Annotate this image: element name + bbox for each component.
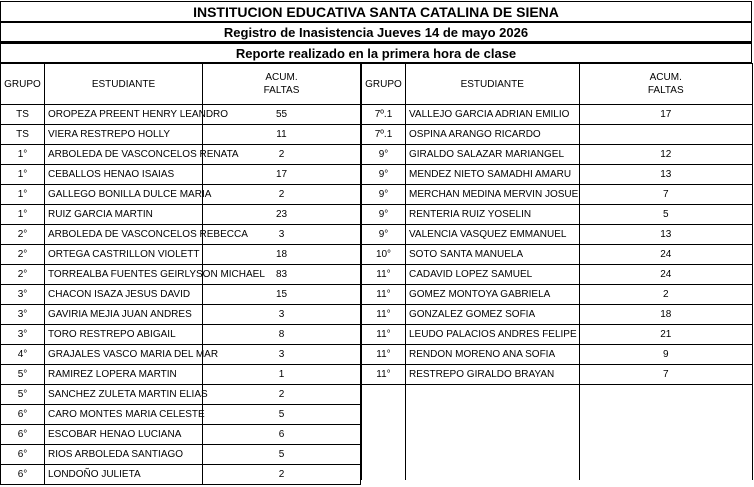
grupo-cell [362,423,406,442]
grupo-cell: 9° [362,205,406,225]
table-row [1,165,361,185]
grupo-cell: 11° [362,325,406,345]
faltas-cell: 7 [579,365,753,385]
estudiante-cell [406,442,580,461]
table-row [362,205,753,225]
grupo-cell: 1° [1,145,45,165]
acum-label: ACUM. [649,72,682,83]
faltas-label: FALTAS [647,85,684,96]
faltas-label: FALTAS [263,85,300,96]
estudiante-cell: VIERA RESTREPO HOLLY [45,125,203,145]
faltas-cell: 2 [203,185,361,205]
institution-title: INSTITUCION EDUCATIVA SANTA CATALINA DE SIENA [0,1,752,22]
grupo-cell [362,404,406,423]
table-header-row [362,64,753,105]
estudiante-cell: VALENCIA VASQUEZ EMMANUEL [406,225,580,245]
table-row [1,145,361,165]
estudiante-cell: RIOS ARBOLEDA SANTIAGO [45,445,203,465]
faltas-cell: 17 [203,165,361,185]
faltas-cell: 13 [579,225,753,245]
faltas-cell [579,461,753,480]
faltas-cell: 13 [579,165,753,185]
grupo-cell: 11° [362,345,406,365]
estudiante-cell: TORO RESTREPO ABIGAIL [45,325,203,345]
grupo-header: GRUPO [362,64,406,105]
table-row [1,265,361,285]
grupo-cell: 2° [1,245,45,265]
grupo-cell: 6° [1,465,45,485]
table-row [362,105,753,125]
estudiante-cell: LONDOÑO JULIETA [45,465,203,485]
faltas-cell: 6 [203,425,361,445]
estudiante-cell: SANCHEZ ZULETA MARTIN ELIAS [45,385,203,405]
faltas-header [203,64,361,105]
faltas-cell [579,442,753,461]
table-row [362,345,753,365]
estudiante-cell [406,423,580,442]
estudiante-cell: OSPINA ARANGO RICARDO [406,125,580,145]
grupo-cell: 5° [1,365,45,385]
table-row [362,125,753,145]
faltas-cell: 24 [579,245,753,265]
faltas-cell: 18 [579,305,753,325]
estudiante-cell: MENDEZ NIETO SAMADHI AMARU [406,165,580,185]
faltas-cell: 21 [579,325,753,345]
table-row [362,185,753,205]
estudiante-cell: RESTREPO GIRALDO BRAYAN [406,365,580,385]
grupo-cell: 7º.1 [362,125,406,145]
table-row [1,345,361,365]
faltas-cell [579,385,753,405]
table-row [1,125,361,145]
estudiante-cell: SOTO SANTA MANUELA [406,245,580,265]
table-row [362,265,753,285]
faltas-cell: 2 [203,465,361,485]
grupo-cell: 2° [1,225,45,245]
grupo-cell: 6° [1,425,45,445]
estudiante-header: ESTUDIANTE [406,64,580,105]
faltas-cell: 55 [203,105,361,125]
estudiante-cell [406,404,580,423]
estudiante-cell: GALLEGO BONILLA DULCE MARIA [45,185,203,205]
grupo-cell [362,461,406,480]
grupo-cell: 9° [362,225,406,245]
grupo-cell: 3° [1,285,45,305]
faltas-cell: 3 [203,345,361,365]
table-row [362,145,753,165]
faltas-cell [579,423,753,442]
table-row [362,385,753,405]
grupo-cell: 1° [1,185,45,205]
table-row [1,185,361,205]
estudiante-cell: TORREALBA FUENTES GEIRLYSON MICHAEL [45,265,203,285]
faltas-header [579,64,753,105]
grupo-cell: 5° [1,385,45,405]
faltas-cell [579,404,753,423]
table-header-row [1,64,361,105]
faltas-cell: 12 [579,145,753,165]
estudiante-cell [406,461,580,480]
report-note: Reporte realizado en la primera hora de clase [0,42,752,63]
table-row [362,325,753,345]
estudiante-cell: GONZALEZ GOMEZ SOFIA [406,305,580,325]
table-row [362,365,753,385]
estudiante-cell: RENDON MORENO ANA SOFIA [406,345,580,365]
estudiante-header: ESTUDIANTE [45,64,203,105]
grupo-cell: 11° [362,285,406,305]
estudiante-cell: CEBALLOS HENAO ISAIAS [45,165,203,185]
estudiante-cell: ORTEGA CASTRILLON VIOLETT [45,245,203,265]
grupo-cell: 9° [362,145,406,165]
estudiante-cell: GAVIRIA MEJIA JUAN ANDRES [45,305,203,325]
estudiante-cell: GOMEZ MONTOYA GABRIELA [406,285,580,305]
attendance-table-left [0,63,361,485]
faltas-cell: 15 [203,285,361,305]
estudiante-cell: GIRALDO SALAZAR MARIANGEL [406,145,580,165]
grupo-cell: 11° [362,265,406,285]
table-row [1,225,361,245]
faltas-cell: 5 [203,405,361,425]
estudiante-cell: MERCHAN MEDINA MERVIN JOSUE [406,185,580,205]
grupo-cell: 4° [1,345,45,365]
table-row [362,165,753,185]
estudiante-cell [406,385,580,405]
table-row [1,105,361,125]
grupo-cell: 11° [362,305,406,325]
faltas-cell: 5 [579,205,753,225]
grupo-cell: 6° [1,405,45,425]
attendance-table-right [361,63,753,480]
faltas-cell: 2 [203,145,361,165]
table-row [1,425,361,445]
estudiante-cell: ESCOBAR HENAO LUCIANA [45,425,203,445]
grupo-cell: 11° [362,365,406,385]
faltas-cell: 1 [203,365,361,385]
faltas-cell: 2 [579,285,753,305]
estudiante-cell: ARBOLEDA DE VASCONCELOS REBECCA [45,225,203,245]
estudiante-cell: CADAVID LOPEZ SAMUEL [406,265,580,285]
table-row [1,445,361,465]
grupo-cell [362,442,406,461]
grupo-cell: 2° [1,265,45,285]
grupo-cell [362,385,406,405]
faltas-cell: 3 [203,305,361,325]
estudiante-cell: CARO MONTES MARIA CELESTE [45,405,203,425]
grupo-cell: 7º.1 [362,105,406,125]
acum-label: ACUM. [265,72,298,83]
grupo-cell: 6° [1,445,45,465]
table-row [1,245,361,265]
table-row [1,385,361,405]
grupo-cell: 1° [1,205,45,225]
estudiante-cell: ARBOLEDA DE VASCONCELOS RENATA [45,145,203,165]
faltas-cell: 24 [579,265,753,285]
estudiante-cell: LEUDO PALACIOS ANDRES FELIPE [406,325,580,345]
estudiante-cell: GRAJALES VASCO MARIA DEL MAR [45,345,203,365]
table-row [1,285,361,305]
grupo-cell: 9° [362,165,406,185]
estudiante-cell: CHACON ISAZA JESUS DAVID [45,285,203,305]
table-row [1,325,361,345]
faltas-cell [579,125,753,145]
faltas-cell: 83 [203,265,361,285]
table-row [1,305,361,325]
table-row [362,225,753,245]
table-row [362,285,753,305]
faltas-cell: 23 [203,205,361,225]
faltas-cell: 5 [203,445,361,465]
estudiante-cell: RUIZ GARCIA MARTIN [45,205,203,225]
table-row [362,423,753,442]
table-row [1,365,361,385]
estudiante-cell: RENTERIA RUIZ YOSELIN [406,205,580,225]
grupo-header: GRUPO [1,64,45,105]
grupo-cell: TS [1,125,45,145]
grupo-cell: 3° [1,325,45,345]
grupo-cell: 3° [1,305,45,325]
faltas-cell: 7 [579,185,753,205]
faltas-cell: 2 [203,385,361,405]
estudiante-cell: RAMIREZ LOPERA MARTIN [45,365,203,385]
table-row [1,205,361,225]
table-row [362,461,753,480]
faltas-cell: 17 [579,105,753,125]
grupo-cell: 9° [362,185,406,205]
table-row [362,442,753,461]
table-row [1,465,361,485]
faltas-cell: 9 [579,345,753,365]
grupo-cell: 10° [362,245,406,265]
table-row [362,404,753,423]
grupo-cell: TS [1,105,45,125]
grupo-cell: 1° [1,165,45,185]
estudiante-cell: VALLEJO GARCIA ADRIAN EMILIO [406,105,580,125]
table-row [1,405,361,425]
table-row [362,245,753,265]
report-date-title: Registro de Inasistencia Jueves 14 de mayo 2026 [0,21,752,42]
faltas-cell: 8 [203,325,361,345]
faltas-cell: 18 [203,245,361,265]
faltas-cell: 11 [203,125,361,145]
faltas-cell: 3 [203,225,361,245]
estudiante-cell: OROPEZA PREENT HENRY LEANDRO [45,105,203,125]
table-row [362,305,753,325]
